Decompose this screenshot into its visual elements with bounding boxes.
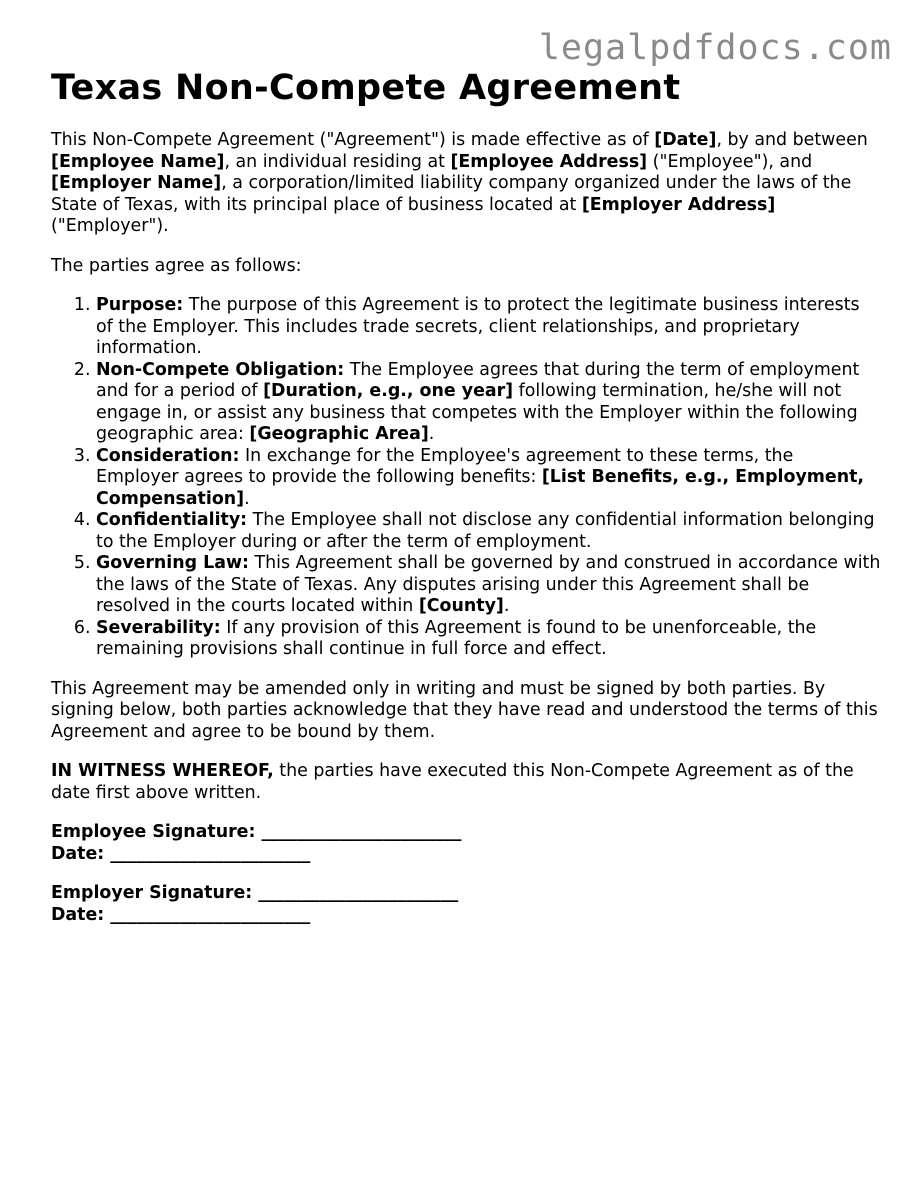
document-body: [51, 66, 881, 944]
clause-list: [51, 295, 881, 661]
employer-signature-line: Employer Signature: _______________________: [51, 883, 459, 903]
employee-date-line: Date: _______________________: [51, 843, 311, 864]
employee-signature-line: Employee Signature: _______________________: [51, 822, 462, 842]
employee-name-placeholder: [Employee Name]: [51, 151, 225, 172]
intro-paragraph: This Non-Compete Agreement ("Agreement") is made effective as of [Date], by and between [Employee Name], an individual residing at [Employee Address] ("Employee"), and [Employer Name], a corporation/limited liability company organized under the laws of the State of Texas, with its principal place of business located at [Employer Address] ("Employer").: [51, 130, 868, 236]
clause-confidentiality: 4. Confidentiality: The Employee shall not disclose any confidential information belonging to the Employer during or after the term of employment.: [96, 510, 881, 553]
clause-non-compete: 2. Non-Compete Obligation: The Employee agrees that during the term of employment and for a period of [Duration, e.g., one year] following termination, he/she will not engage in, or assist any business that competes with the Employer within the following geographic area: [Geographic Area].: [96, 360, 881, 446]
clause-severability: 6. Severability: If any provision of this Agreement is found to be unenforceable, the remaining provisions shall continue in full force and effect.: [96, 618, 881, 661]
employer-date-line: Date: _______________________: [51, 904, 311, 925]
witness-paragraph: IN WITNESS WHEREOF, the parties have executed this Non-Compete Agreement as of the date first above written.: [51, 761, 854, 803]
amend-paragraph: This Agreement may be amended only in writing and must be signed by both parties. By signing below, both parties acknowledge that they have read and understood the terms of this Agreement and agree to be bound by them.: [51, 678, 878, 742]
clause-governing-law: 5. Governing Law: This Agreement shall be governed by and construed in accordance with the laws of the State of Texas. Any disputes arising under this Agreement shall be resolved in the courts located within [County].: [96, 553, 881, 618]
employee-address-placeholder: [Employee Address]: [450, 151, 648, 172]
employer-signature-block: [51, 883, 881, 926]
employer-address-placeholder: [Employer Address]: [581, 194, 776, 215]
date-placeholder: [Date]: [654, 130, 717, 150]
clause-consideration: 3. Consideration: In exchange for the Employee's agreement to these terms, the Employer agrees to provide the following benefits: [List Benefits, e.g., Employment, Compensation].: [96, 446, 881, 511]
employee-signature-block: [51, 822, 881, 865]
clause-purpose: 1. Purpose: The purpose of this Agreement is to protect the legitimate business interests of the Employer. This includes trade secrets, client relationships, and proprietary information.: [96, 295, 881, 360]
watermark: legalpdfdocs.com: [538, 28, 892, 68]
employer-name-placeholder: [Employer Name]: [51, 173, 222, 193]
page-title: Texas Non-Compete Agreement: [51, 68, 681, 108]
agree-paragraph: The parties agree as follows:: [51, 255, 302, 276]
